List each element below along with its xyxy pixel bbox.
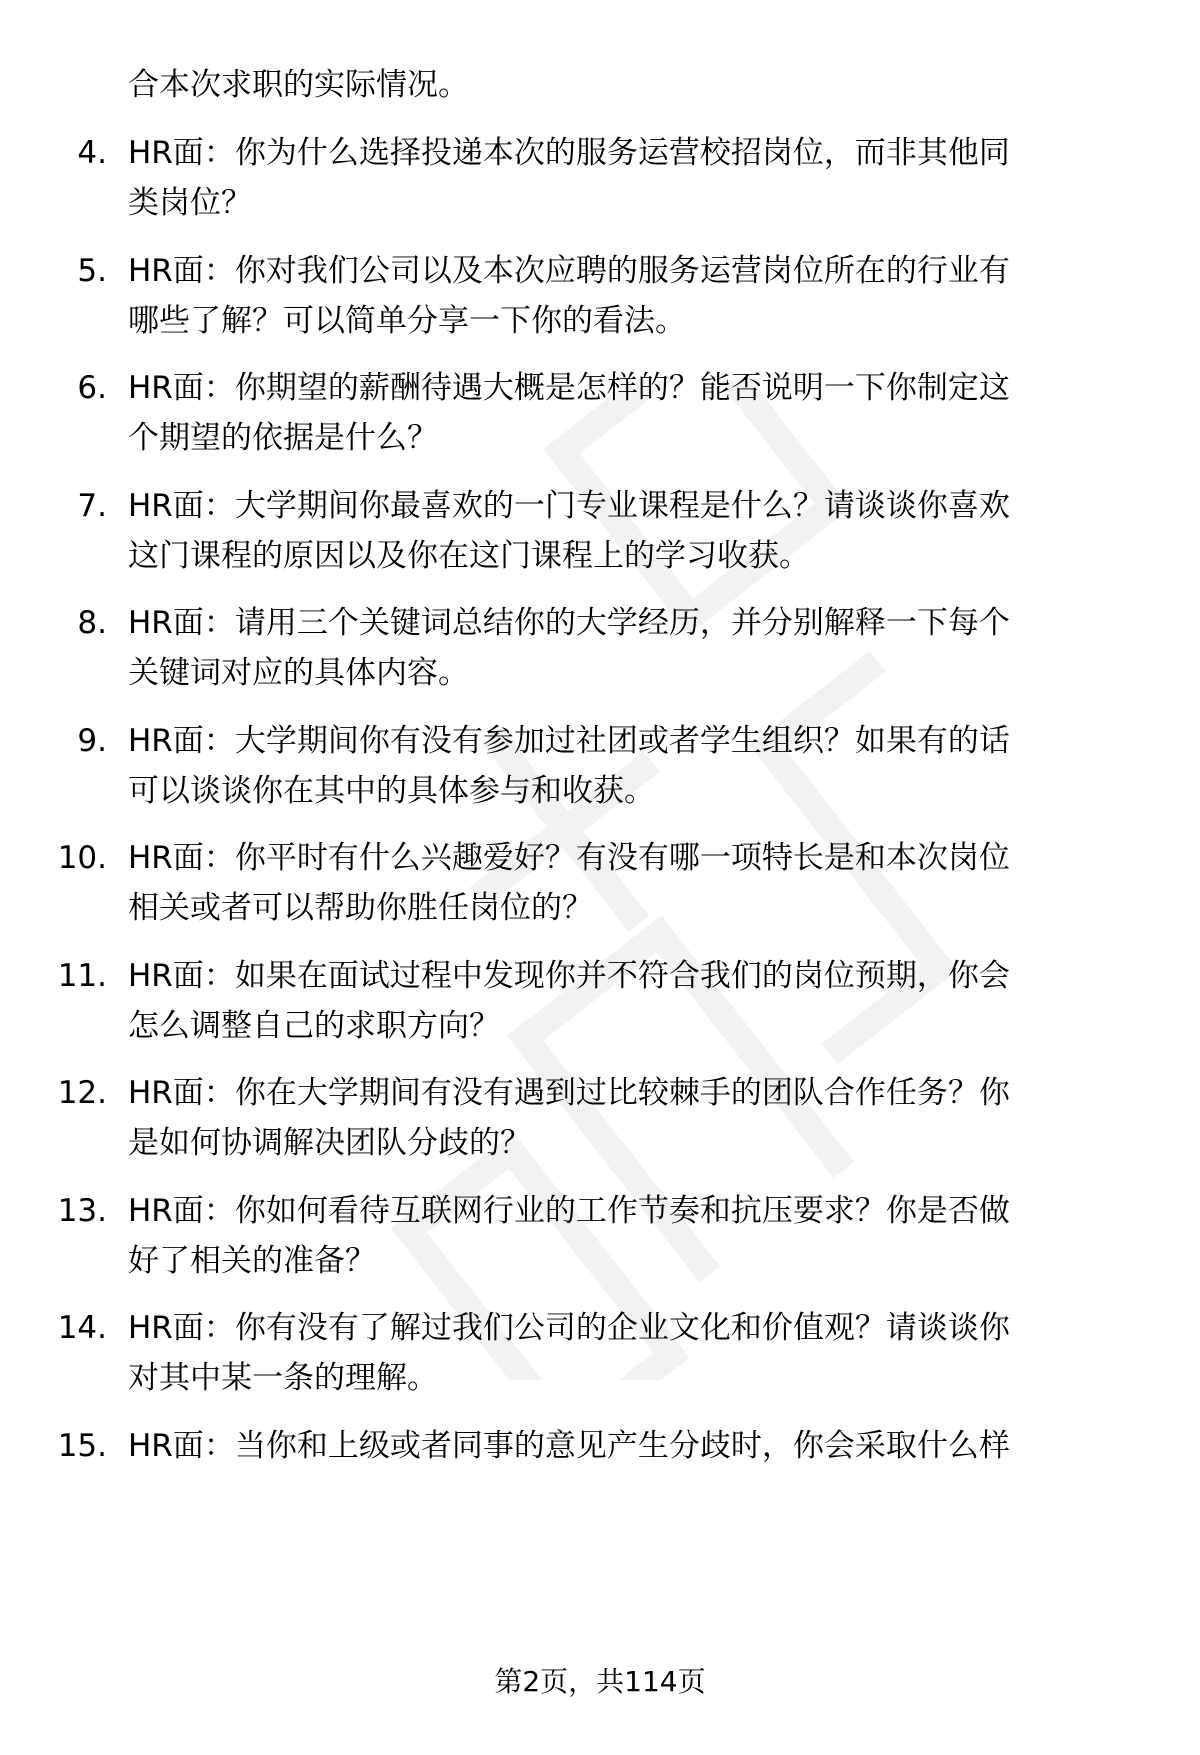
question-text-line: HR面：请用三个关键词总结你的大学经历，并分别解释一下每个 <box>128 605 1010 641</box>
question-text <box>128 951 1168 1051</box>
question-text-line: 关键词对应的具体内容。 <box>128 655 469 691</box>
question-text <box>128 481 1168 581</box>
question-text-line: HR面：你期望的薪酬待遇大概是怎样的？能否说明一下你制定这 <box>128 370 1010 406</box>
question-text-line: 这门课程的原因以及你在这门课程上的学习收获。 <box>128 537 810 574</box>
question-text-line: 是如何协调解决团队分歧的？ <box>128 1125 531 1161</box>
question-text-line: HR面：你如何看待互联网行业的工作节奏和抗压要求？你是否做 <box>128 1192 1010 1229</box>
question-number: 9. <box>77 722 107 759</box>
question-text <box>128 716 1168 816</box>
question-text-line: HR面：你平时有什么兴趣爱好？有没有哪一项特长是和本次岗位 <box>128 840 1010 876</box>
question-number: 4. <box>77 135 107 171</box>
question-text-line: 对其中某一条的理解。 <box>128 1360 438 1396</box>
question-number: 10. <box>57 840 107 876</box>
question-text-line: HR面：你对我们公司以及本次应聘的服务运营岗位所在的行业有 <box>128 252 1010 289</box>
page-footer: 第2页，共114页 <box>494 1665 706 1698</box>
question-text-line: HR面：如果在面试过程中发现你并不符合我们的岗位预期，你会 <box>128 957 1010 994</box>
question-number: 14. <box>57 1310 107 1346</box>
question-text-line: 类岗位？ <box>128 185 252 221</box>
question-number: 7. <box>77 487 107 524</box>
question-text <box>128 1186 1168 1286</box>
question-text-line: HR面：当你和上级或者同事的意见产生分歧时，你会采取什么样 <box>128 1427 1010 1464</box>
question-number: 8. <box>77 605 107 641</box>
question-text <box>128 598 1168 698</box>
question-text-line: HR面：你为什么选择投递本次的服务运营校招岗位，而非其他同 <box>128 135 1010 171</box>
question-number: 13. <box>57 1192 107 1229</box>
question-text-line: HR面：大学期间你有没有参加过社团或者学生组织？如果有的话 <box>128 722 1010 759</box>
question-text-line: 哪些了解？可以简单分享一下你的看法。 <box>128 302 686 339</box>
question-text <box>128 128 1168 228</box>
question-text-line: 相关或者可以帮助你胜任岗位的？ <box>128 890 593 926</box>
question-text-line: 个期望的依据是什么？ <box>128 420 438 456</box>
question-number: 12. <box>57 1075 107 1111</box>
question-number: 11. <box>57 957 107 994</box>
question-number: 15. <box>57 1427 107 1464</box>
question-text <box>128 1303 1168 1403</box>
question-text <box>128 1421 1168 1471</box>
question-text <box>128 833 1168 933</box>
question-number: 5. <box>77 252 107 289</box>
question-text-line: HR面：你在大学期间有没有遇到过比较棘手的团队合作任务？你 <box>128 1075 1010 1111</box>
question-text-line: 怎么调整自己的求职方向？ <box>128 1007 500 1044</box>
question-text-line: HR面：你有没有了解过我们公司的企业文化和价值观？请谈谈你 <box>128 1310 1010 1346</box>
question-text <box>128 363 1168 463</box>
question-text-line: 可以谈谈你在其中的具体参与和收获。 <box>128 772 655 809</box>
question-text-line: 好了相关的准备？ <box>128 1242 376 1279</box>
continued-text: 合本次求职的实际情况。 <box>128 67 469 103</box>
question-text-line: HR面：大学期间你最喜欢的一门专业课程是什么？请谈谈你喜欢 <box>128 487 1010 524</box>
question-text <box>128 246 1168 346</box>
question-text <box>128 1068 1168 1168</box>
question-number: 6. <box>77 370 107 406</box>
